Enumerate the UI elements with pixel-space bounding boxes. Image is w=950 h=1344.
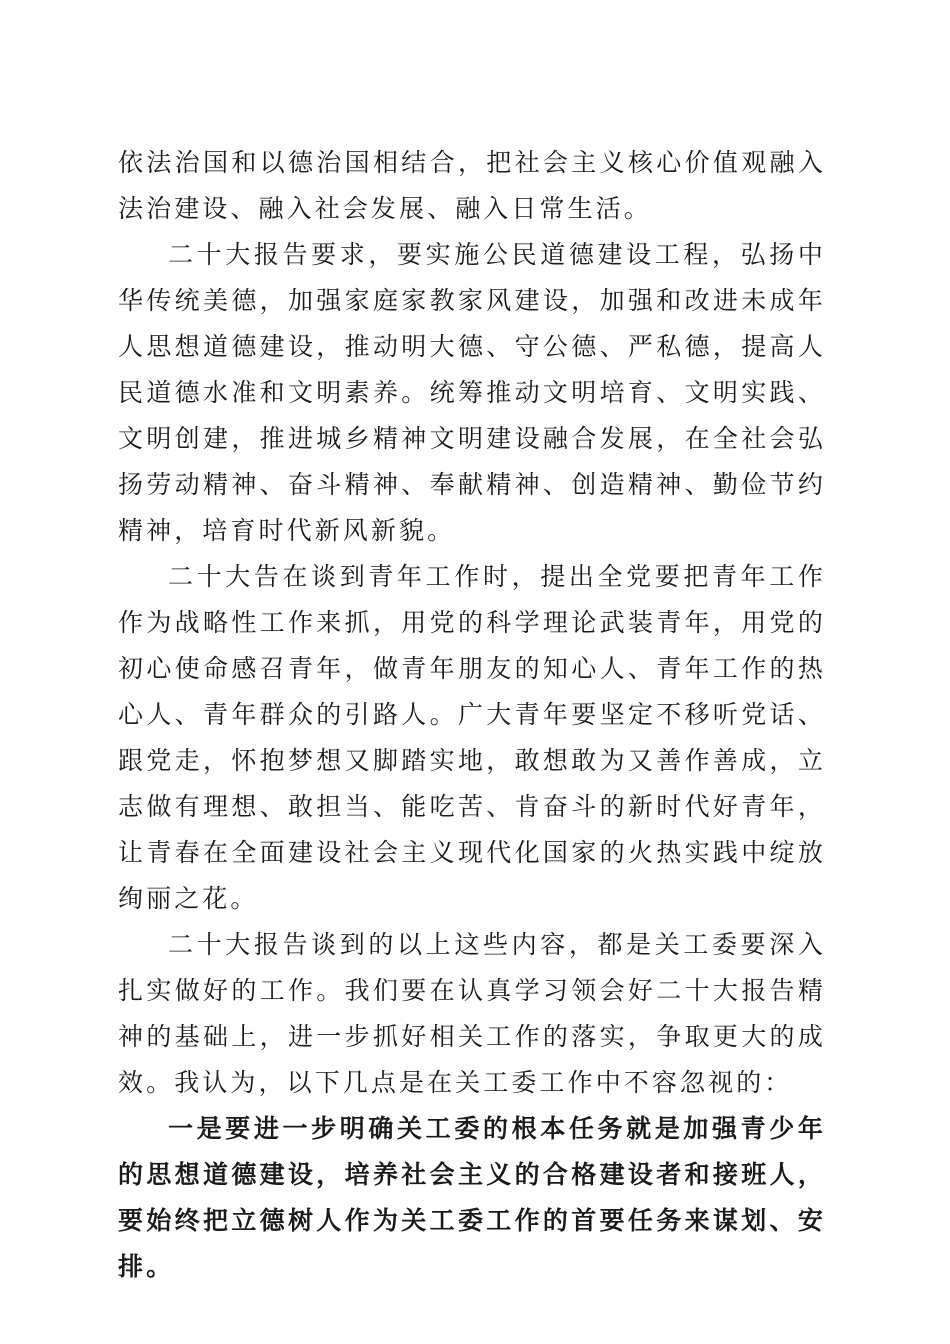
paragraph-point-one: 一是要进一步明确关工委的根本任务就是加强青少年的思想道德建设，培养社会主义的合格建设者和接班人，要始终把立德树人作为关工委工作的首要任务来谋划、安排。	[118, 1114, 826, 1281]
paragraph-moral-construction: 二十大报告要求，要实施公民道德建设工程，弘扬中华传统美德，加强家庭家教家风建设，加强和改进未成年人思想道德建设，推动明大德、守公德、严私德，提高人民道德水准和文明素养。统筹推动文明培育、文明实践、文明创建，推进城乡精神文明建设融合发展，在全社会弘扬劳动精神、奋斗精神、奉献精神、创造精神、勤俭节约精神，培育时代新风新貌。	[118, 240, 826, 545]
paragraph-youth-work: 二十大告在谈到青年工作时，提出全党要把青年工作作为战略性工作来抓，用党的科学理论武装青年，用党的初心使命感召青年，做青年朋友的知心人、青年工作的热心人、青年群众的引路人。广大青年要坚定不移听党话、跟党走，怀抱梦想又脚踏实地，敢想敢为又善作善成，立志做有理想、敢担当、能吃苦、肯奋斗的新时代好青年，让青春在全面建设社会主义现代化国家的火热实践中绽放绚丽之花。	[118, 562, 826, 913]
paragraph-continuation: 依法治国和以德治国相结合，把社会主义核心价值观融入法治建设、融入社会发展、融入日常生活。	[118, 148, 826, 223]
paragraph-guangongwei-tasks: 二十大报告谈到的以上这些内容，都是关工委要深入扎实做好的工作。我们要在认真学习领会好二十大报告精神的基础上，进一步抓好相关工作的落实，争取更大的成效。我认为，以下几点是在关工委工作中不容忽视的：	[118, 930, 826, 1097]
document-body	[118, 140, 826, 1290]
